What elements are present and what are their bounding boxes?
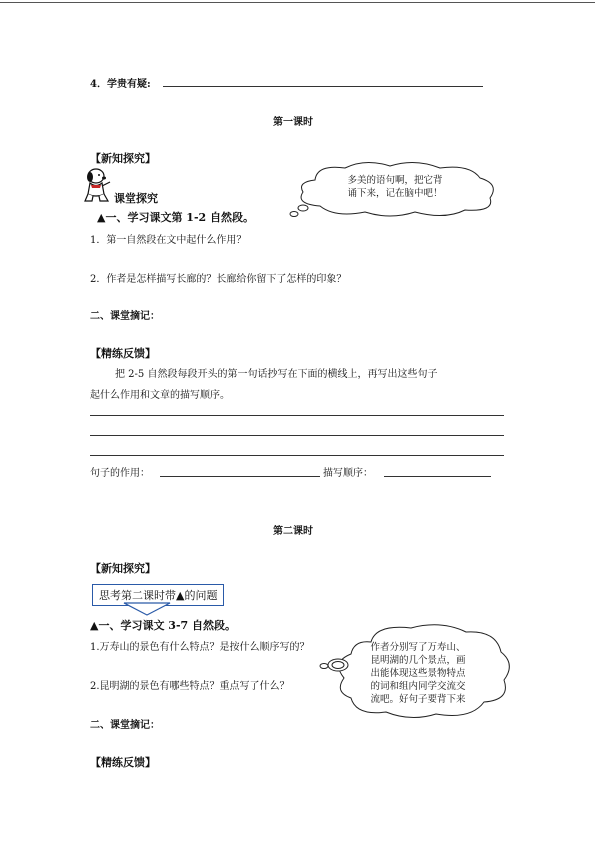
sentence-function-label: 句子的作用： [90,468,150,479]
description-order-line [384,476,491,477]
lesson2-new-knowledge-heading: 【新知探究】 [90,562,156,575]
answer-line-1 [90,415,504,416]
answer-line-3 [90,455,504,456]
lesson2-title: 第二课时 [273,526,313,537]
question-4-label: 4．学贵有疑: [90,79,151,90]
lesson2-notes-heading: 二、课堂摘记： [90,720,160,731]
page-top-rule [0,2,595,3]
lesson1-question2: 2．作者是怎样描写长廊的？长廊给你留下了怎样的印象？ [90,274,347,285]
think-box-arrow-icon [122,602,172,616]
lesson1-practice-heading: 【精练反馈】 [90,347,156,360]
class-explore-heading: 课堂探究 [114,192,158,205]
lesson2-section1: ▲一、学习课文 3-7 自然段。 [90,619,236,632]
answer-line-2 [90,435,504,436]
think-box: 思考第二课时带▲的问题 [92,584,224,606]
question-4-answer-line [163,86,483,87]
lesson1-title: 第一课时 [273,117,313,128]
lesson1-question1: 1．第一自然段在文中起什么作用？ [90,235,247,246]
description-order-label: 描写顺序： [323,468,373,479]
cloud-1-text: 多美的语句啊，把它背诵下来，记在脑中吧！ [347,175,443,199]
lesson1-new-knowledge-heading: 【新知探究】 [90,152,156,165]
cloud-2-text: 作者分别写了万寿山、昆明湖的几个景点，画出能体现这些景物特点的词和组内同学交流交流吧。好句子要背下来 [370,642,466,705]
lesson1-practice-line2: 起什么作用和文章的描写顺序。 [90,390,230,401]
sentence-function-line [160,476,320,477]
lesson1-practice-line1: 把 2-5 自然段每段开头的第一句话抄写在下面的横线上，再写出这些句子 [115,369,438,380]
lesson2-question2: 2.昆明湖的景色有哪些特点？重点写了什么？ [90,681,290,692]
dog-mascot-icon [80,166,114,204]
lesson1-section1: ▲一、学习课文第 1-2 自然段。 [97,211,254,224]
lesson2-practice-heading: 【精练反馈】 [90,756,156,769]
lesson2-question1: 1.万寿山的景色有什么特点？是按什么顺序写的？ [90,642,310,653]
lesson1-notes-heading: 二、课堂摘记： [90,311,160,322]
